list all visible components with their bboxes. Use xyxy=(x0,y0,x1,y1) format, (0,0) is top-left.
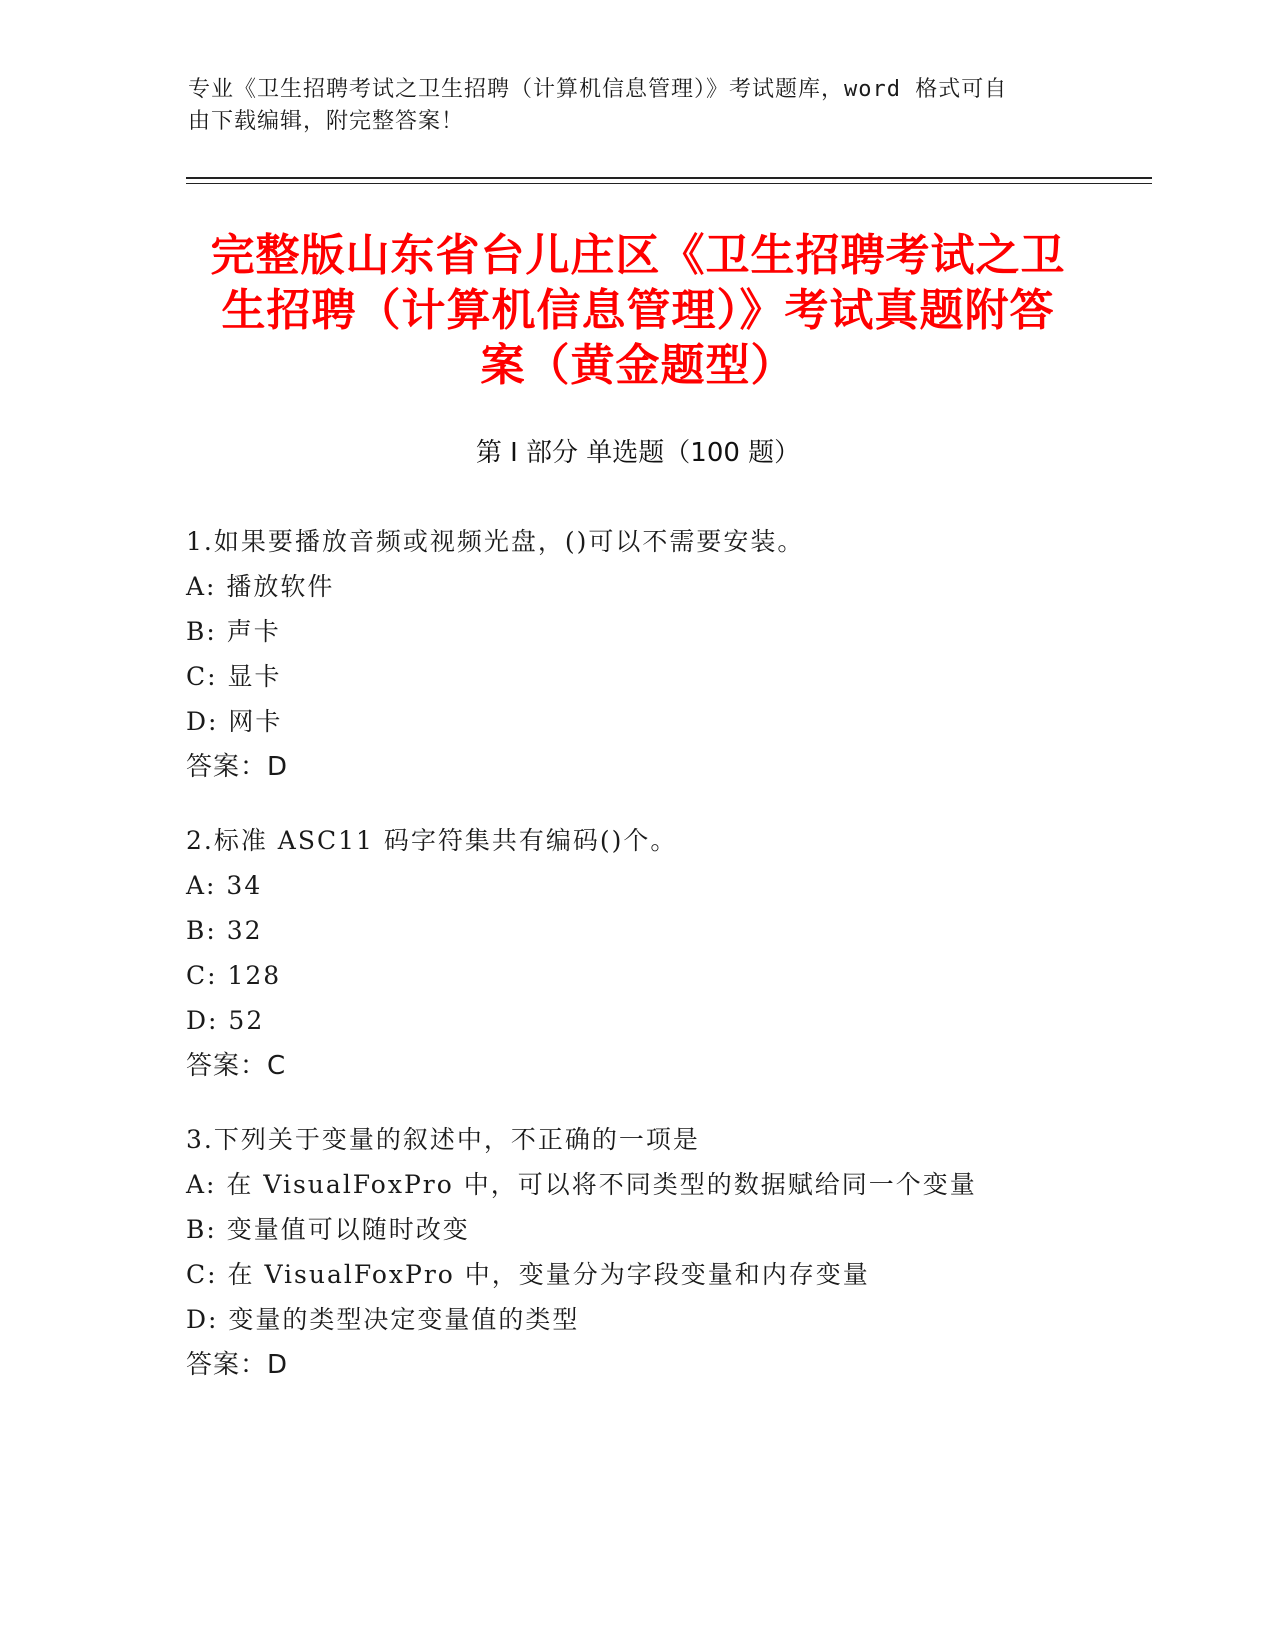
document-title-line-3: 案（黄金题型） xyxy=(480,340,796,391)
answer-line: 答案：D xyxy=(186,1350,289,1380)
option-a: A: 34 xyxy=(186,871,263,900)
question-stem: 2.标准 ASC11 码字符集共有编码()个。 xyxy=(186,826,678,855)
document-title-line-1: 完整版山东省台儿庄区《卫生招聘考试之卫 xyxy=(210,230,1066,281)
option-c: C: 在 VisualFoxPro 中，变量分为字段变量和内存变量 xyxy=(186,1260,870,1289)
answer-line: 答案：D xyxy=(186,752,289,782)
document-title xyxy=(186,228,1090,393)
question-stem: 1.如果要播放音频或视频光盘，()可以不需要安装。 xyxy=(186,527,805,556)
option-d: D: 变量的类型决定变量值的类型 xyxy=(186,1305,580,1334)
option-a: A: 在 VisualFoxPro 中，可以将不同类型的数据赋给同一个变量 xyxy=(186,1170,977,1199)
question-3 xyxy=(186,1125,1086,1380)
document-title-line-2: 生招聘（计算机信息管理）》考试真题附答 xyxy=(221,285,1055,336)
header-note-line-1: 专业《卫生招聘考试之卫生招聘（计算机信息管理）》考试题库，word 格式可自 xyxy=(188,77,1008,102)
answer-line: 答案：C xyxy=(186,1051,287,1081)
header-divider-thin xyxy=(186,183,1152,184)
header-note-line-2: 由下载编辑，附完整答案！ xyxy=(188,109,465,134)
question-1 xyxy=(186,527,1086,782)
section-heading: 第 I 部分 单选题（100 题） xyxy=(475,438,801,468)
option-b: B: 32 xyxy=(186,916,263,945)
option-c: C: 128 xyxy=(186,961,282,990)
option-c: C: 显卡 xyxy=(186,662,282,691)
option-b: B: 声卡 xyxy=(186,617,281,646)
option-b: B: 变量值可以随时改变 xyxy=(186,1215,470,1244)
question-2 xyxy=(186,826,1086,1081)
question-list xyxy=(186,527,1086,1424)
header-divider-thick xyxy=(186,177,1152,179)
option-d: D: 网卡 xyxy=(186,707,283,736)
option-a: A: 播放软件 xyxy=(186,572,335,601)
option-d: D: 52 xyxy=(186,1006,265,1035)
header-note xyxy=(188,74,1068,138)
question-stem: 3.下列关于变量的叙述中，不正确的一项是 xyxy=(186,1125,700,1154)
